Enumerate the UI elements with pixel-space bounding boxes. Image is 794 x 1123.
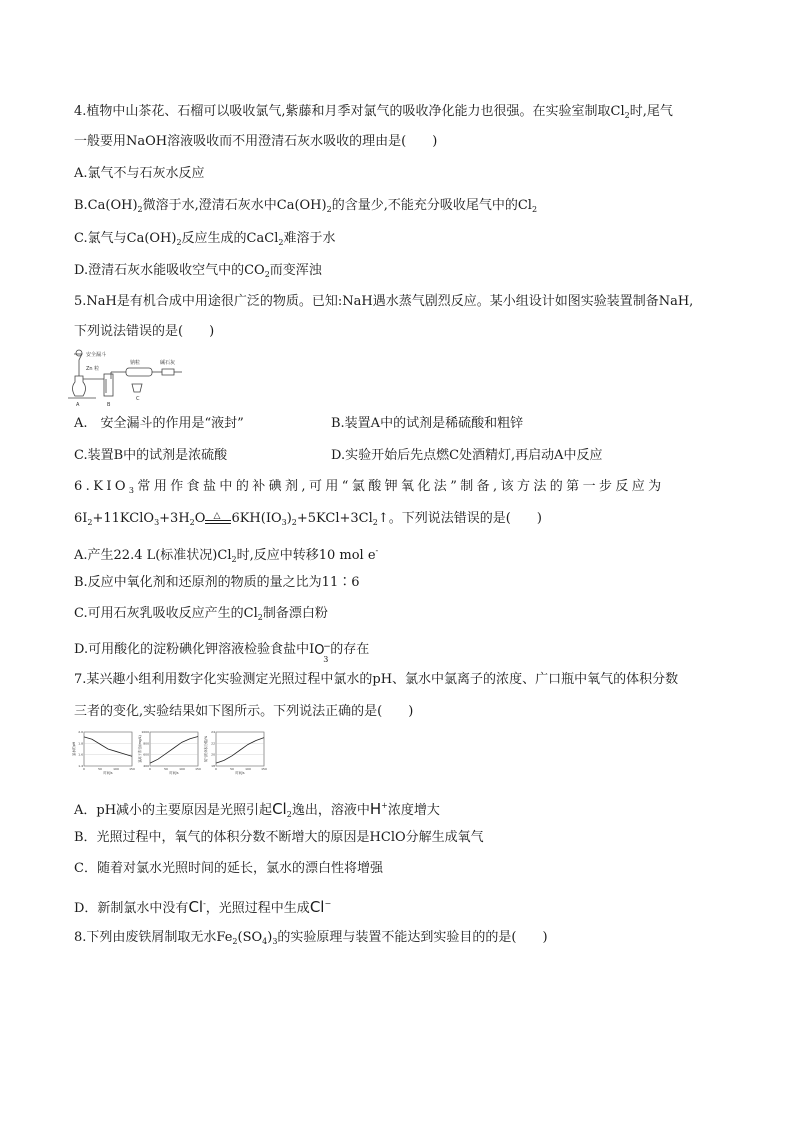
iodate-ion: O − 3 (314, 641, 331, 664)
q7-stem-line2: 三者的变化,实验结果如下图所示。下列说法正确的是( ) (74, 704, 414, 719)
q7-stem-line1: 7.某兴趣小组利用数字化实验测定光照过程中氯水的pH、氯水中氯离子的浓度、广口瓶中氧气的体积分数 (74, 672, 679, 687)
label-na: 钠粒 (130, 360, 141, 366)
nah-apparatus-figure (66, 348, 186, 408)
q7-option-d: D．新制氯水中没有Cl-，光照过程中生成Cl− (74, 898, 332, 916)
chart-2-series-line (150, 737, 198, 764)
label-c: C (136, 396, 140, 402)
q4-option-c: C.氯气与$Ca(OH)_2$反应生成的CaCl$_2$难溶于水 (74, 231, 336, 247)
chart-1-ylabel: 氯水的pH (72, 742, 76, 756)
chart-1-xtick: 50 (98, 767, 102, 771)
heat-arrow: △ (205, 512, 231, 526)
q4-stem-line1: 4.植物中山茶花、石榴可以吸收氯气,紫藤和月季对氯气的吸收净化能力也很强。在实验室制取$Cl_2$时,尾气 (74, 104, 673, 120)
q5-stem-line2: 下列说法错误的是( ) (74, 324, 215, 339)
label-b: B (107, 402, 111, 408)
chart-2-frame (150, 732, 198, 766)
q5-option-a: A. 安全漏斗的作用是“液封” (74, 416, 244, 431)
q6-option-b: B.反应中氧化剂和还原剂的物质的量之比为11∶6 (74, 575, 360, 590)
q5-stem-line1: 5.NaH是有机合成中用途很广泛的物质。已知:NaH遇水蒸气剧烈反应。某小组设计如图实验装置制备NaH, (74, 294, 694, 309)
q6-equation-line: $6I_2+11KClO_3+3H_2O$ △ $6KH(IO_3)_2+5KCl+3Cl_2↑$。下列说法错误的是( ) (74, 510, 542, 527)
chart-2-xtick: 50 (164, 767, 168, 771)
chart-3 (203, 730, 267, 775)
tube-c-shape (126, 368, 152, 376)
chart-3-xtick: 100 (245, 767, 251, 771)
chart-3-xlabel: 时间/s (235, 771, 245, 775)
chart-1-ytick: 1.8 (78, 741, 83, 746)
chart-1-xlabel: 时间/s (103, 771, 113, 775)
chart-2-xtick: 100 (179, 767, 185, 771)
safety-funnel-shape (74, 354, 82, 376)
chart-2-ytick: 600 (143, 752, 149, 757)
chart-1-ytick: 1.4 (78, 764, 83, 768)
chart-1-xtick: 100 (113, 767, 119, 771)
q7-option-c: C．随着对氯水光照时间的延长，氯水的漂白性将增强 (74, 861, 383, 876)
chart-2-xtick: 150 (195, 767, 201, 771)
q5-options-row1 (74, 414, 524, 434)
q5-options-row2 (74, 446, 603, 466)
chart-3-ylabel: 氧气的体积分数/% (204, 735, 208, 763)
chart-3-xtick: 150 (261, 767, 267, 771)
q5-option-c: C.装置B中的试剂是浓硫酸 (74, 448, 228, 463)
q4-stem-line2: 一般要用NaOH溶液吸收而不用澄清石灰水吸收的理由是( ) (74, 134, 438, 149)
chart-3-ytick: 20 (211, 752, 215, 757)
chlorine-water-charts (72, 728, 272, 784)
chart-1-xtick: 0 (83, 767, 85, 771)
label-a: A (76, 402, 80, 408)
q6-stem-line1: $6.KIO_3$常用作食盐中的补碘剂,可用“氯酸钾氧化法”制备,该方法的第一步反应为 (74, 479, 665, 495)
burner-shape (132, 384, 142, 392)
q7-option-a: A．pH减小的主要原因是光照引起$Cl_2$逸出，溶液中H+浓度增大 (74, 800, 440, 819)
q4-option-b: $B.Ca(OH)_2$微溶于水,澄清石灰水中$Ca(OH)_2$的含量少,不能充分吸收尾气中的$Cl_2$ (74, 198, 538, 214)
q4-option-a: A.氯气不与石灰水反应 (74, 166, 205, 181)
chart-2-ytick: 1000 (141, 730, 149, 734)
chart-1-series-line (84, 737, 132, 756)
chart-3-ytick: 24 (211, 730, 215, 734)
chart-2-ylabel: 氯离子浓度/(mg/L) (138, 735, 142, 763)
chart-2-ytick: 800 (143, 741, 149, 746)
drying-tube-shape (162, 369, 174, 375)
chart-1-ytick: 2.0 (78, 730, 83, 734)
nah-apparatus-drawing (66, 348, 186, 408)
chart-3-ytick: 18 (211, 764, 215, 768)
q8-stem: 8.下列由废铁屑制取无水$Fe_2(SO_4)_3$的实验原理与装置不能达到实验目的的是( ) (74, 930, 548, 946)
q6-option-d: D.可用酸化的淀粉碘化钾溶液检验食盐中I O − 3 的存在 (74, 641, 370, 664)
q6-option-a: A.产生22.4 L(标准状况)$Cl_2$时,反应中转移10 mol e- (74, 546, 379, 564)
q5-option-b: B.装置A中的试剂是稀硫酸和粗锌 (331, 416, 524, 431)
label-lime: 碱石灰 (160, 360, 176, 366)
label-funnel: 安全漏斗 (86, 352, 107, 358)
charts-svg (72, 728, 272, 784)
bottle-b-shape (104, 374, 113, 396)
label-zinc: Zn 粒 (86, 366, 100, 372)
chart-3-xtick: 0 (215, 767, 217, 771)
chart-3-xtick: 50 (230, 767, 234, 771)
chart-1 (72, 730, 135, 775)
q4-option-d: D.澄清石灰水能吸收空气中的$CO_2$而变浑浊 (74, 263, 322, 279)
chart-1-ytick: 1.6 (78, 752, 83, 757)
chart-2-xlabel: 时间/s (169, 771, 179, 775)
chart-2-ytick: 400 (143, 764, 149, 768)
chart-2 (137, 730, 201, 775)
chart-2-xtick: 0 (149, 767, 151, 771)
q7-option-b: B．光照过程中，氧气的体积分数不断增大的原因是HClO分解生成氧气 (74, 830, 484, 845)
chart-3-ytick: 22 (211, 741, 215, 746)
chart-1-xtick: 150 (129, 767, 135, 771)
chart-3-series-line (216, 738, 264, 764)
q5-option-d: D.实验开始后先点燃C处酒精灯,再启动A中反应 (331, 448, 603, 463)
q6-option-c: C.可用石灰乳吸收反应产生的$Cl_2$制备漂白粉 (74, 606, 328, 622)
